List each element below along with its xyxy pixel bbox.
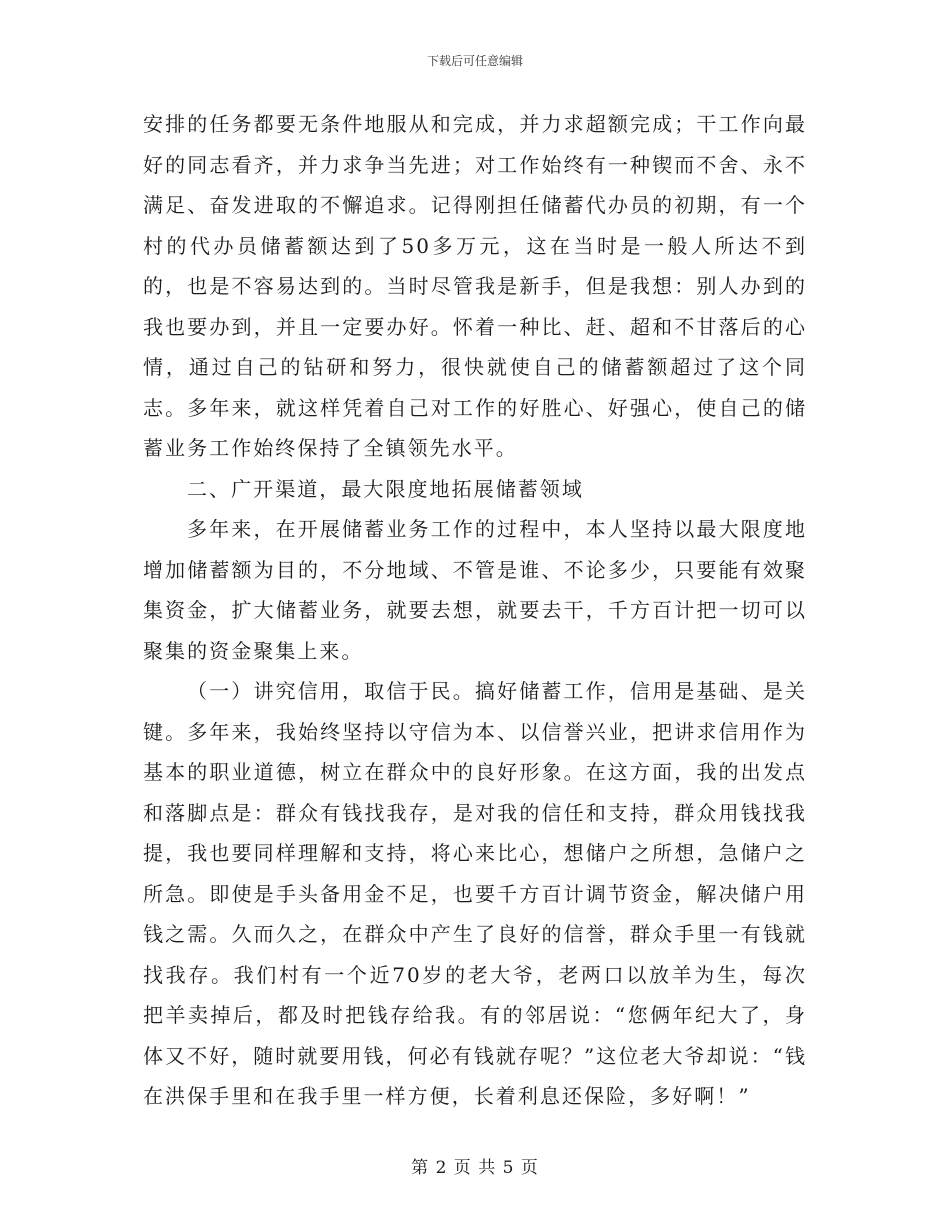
paragraph-intro: 多年来，在开展储蓄业务工作的过程中，本人坚持以最大限度地增加储蓄额为目的，不分地域、不管是谁、不论多少，只要能有效聚集资金，扩大储蓄业务，就要去想，就要去干，千方百计把一切可以聚集的资金聚集上来。 xyxy=(143,517,807,663)
page-header: 下载后可任意编辑 xyxy=(426,54,523,68)
section-heading: 二、广开渠道，最大限度地拓展储蓄领域 xyxy=(187,476,584,501)
page-number: 第 2 页 共 5 页 xyxy=(411,1158,539,1178)
paragraph-continuation: 安排的任务都要无条件地服从和完成，并力求超额完成；干工作向最好的同志看齐，并力求争当先进；对工作始终有一种锲而不舍、永不满足、奋发进取的不懈追求。记得刚担任储蓄代办员的初期，有一个村的代办员储蓄额达到了50多万元，这在当时是一般人所达不到的，也是不容易达到的。当时尽管我是新手，但是我想：别人办到的我也要办到，并且一定要办好。怀着一种比、赶、超和不甘落后的心情，通过自己的钻研和努力，很快就使自己的储蓄额超过了这个同志。多年来，就这样凭着自己对工作的好胜心、好强心，使自己的储蓄业务工作始终保持了全镇领先水平。 xyxy=(143,112,807,460)
document-body xyxy=(143,104,807,1117)
paragraph-credit: （一）讲究信用，取信于民。搞好储蓄工作，信用是基础、是关键。多年来，我始终坚持以守信为本、以信誉兴业，把讲求信用作为基本的职业道德，树立在群众中的良好形象。在这方面，我的出发点和落脚点是：群众有钱找我存，是对我的信任和支持，群众用钱找我提，我也要同样理解和支持，将心来比心，想储户之所想，急储户之所急。即使是手头备用金不足，也要千方百计调节资金，解决储户用钱之需。久而久之，在群众中产生了良好的信誉，群众手里一有钱就找我存。我们村有一个近70岁的老大爷，老两口以放羊为生，每次把羊卖掉后，都及时把钱存给我。有的邻居说：“您俩年纪大了，身体又不好，随时就要用钱，何必有钱就存呢？”这位老大爷却说：“钱在洪保手里和在我手里一样方便，长着利息还保险，多好啊！” xyxy=(143,679,807,1108)
